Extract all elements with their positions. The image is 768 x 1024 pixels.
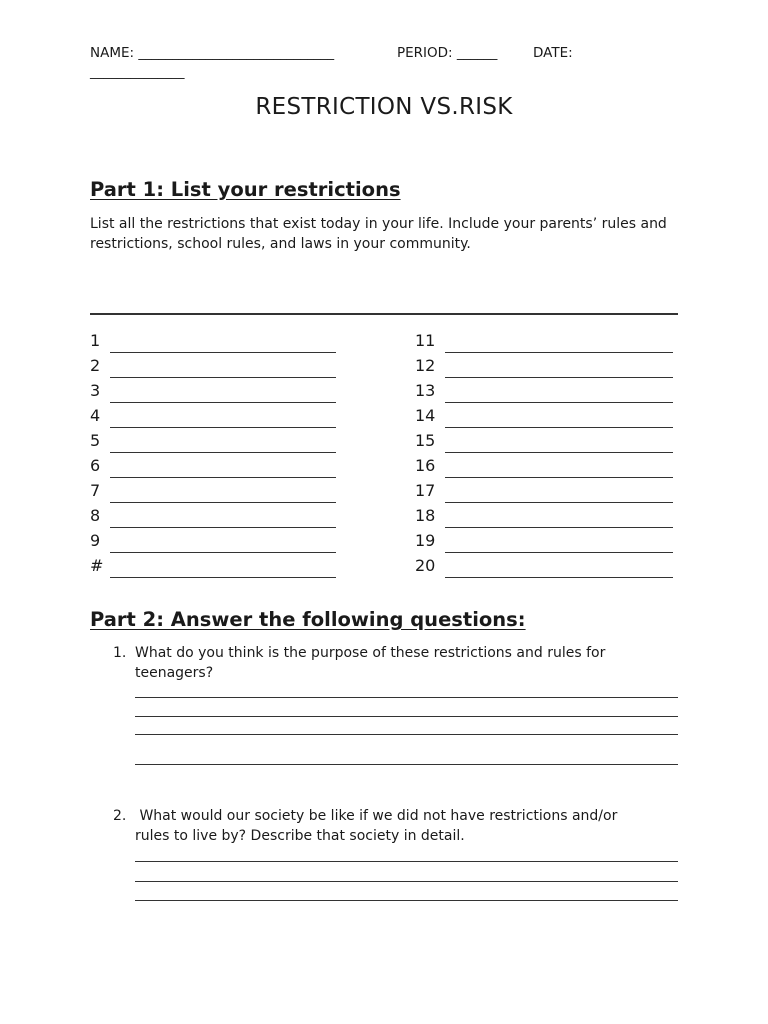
restriction-blank-line[interactable] <box>110 427 336 428</box>
restriction-row <box>90 357 340 382</box>
part2-heading: Part 2: Answer the following questions: <box>90 608 526 631</box>
part1-instructions: List all the restrictions that exist today in your life. Include your parents’ rules and restrictions, school rules, and laws in your community. <box>90 216 667 252</box>
question-text: What would our society be like if we did not have restrictions and/or <box>135 808 618 824</box>
restriction-number: 9 <box>90 531 101 550</box>
question-text-continued: rules to live by? Describe that society in detail. <box>135 828 465 844</box>
restriction-blank-line[interactable] <box>445 552 673 553</box>
restriction-blank-line[interactable] <box>445 452 673 453</box>
restrictions-list-right <box>415 332 675 582</box>
date-label: DATE: <box>533 45 573 61</box>
name-blank[interactable]: _____________________________ <box>138 45 335 61</box>
restriction-number: 1 <box>90 331 101 350</box>
restriction-number: 5 <box>90 431 101 450</box>
answer-line[interactable] <box>135 734 678 735</box>
question-2 <box>113 806 673 846</box>
restriction-number: 19 <box>415 531 436 550</box>
restriction-blank-line[interactable] <box>110 477 336 478</box>
restriction-row <box>90 382 340 407</box>
answer-line[interactable] <box>135 861 678 862</box>
answer-line[interactable] <box>135 900 678 901</box>
restriction-blank-line[interactable] <box>110 552 336 553</box>
question-text: What do you think is the purpose of these restrictions and rules for <box>135 645 606 661</box>
restriction-blank-line[interactable] <box>445 352 673 353</box>
restriction-number: 13 <box>415 381 436 400</box>
restrictions-list-left <box>90 332 340 582</box>
restriction-row <box>90 507 340 532</box>
restriction-row <box>415 482 675 507</box>
question-number: 2. <box>113 808 127 824</box>
restriction-row <box>415 382 675 407</box>
restriction-blank-line[interactable] <box>445 527 673 528</box>
restriction-row <box>415 532 675 557</box>
answer-line[interactable] <box>135 881 678 882</box>
restriction-number: 15 <box>415 431 436 450</box>
restriction-number: # <box>90 556 104 575</box>
restriction-row <box>90 482 340 507</box>
restriction-number: 14 <box>415 406 436 425</box>
name-field <box>90 45 334 61</box>
restriction-blank-line[interactable] <box>110 402 336 403</box>
restriction-row <box>415 407 675 432</box>
restriction-number: 8 <box>90 506 101 525</box>
restriction-row <box>415 357 675 382</box>
restriction-number: 12 <box>415 356 436 375</box>
restriction-row <box>90 407 340 432</box>
restriction-number: 16 <box>415 456 436 475</box>
answer-line[interactable] <box>135 697 678 698</box>
period-field <box>397 45 497 61</box>
restriction-number: 3 <box>90 381 101 400</box>
restriction-row <box>90 557 340 582</box>
date-field <box>533 45 573 61</box>
restriction-number: 7 <box>90 481 101 500</box>
part1-heading: Part 1: List your restrictions <box>90 178 401 201</box>
answer-line[interactable] <box>135 716 678 717</box>
restriction-row <box>90 532 340 557</box>
restriction-blank-line[interactable] <box>110 577 336 578</box>
restriction-number: 18 <box>415 506 436 525</box>
restriction-blank-line[interactable] <box>110 527 336 528</box>
answer-line[interactable] <box>135 764 678 765</box>
restriction-row <box>90 332 340 357</box>
restriction-number: 17 <box>415 481 436 500</box>
restriction-row <box>415 457 675 482</box>
section-divider <box>90 313 678 315</box>
restriction-row <box>415 332 675 357</box>
restriction-blank-line[interactable] <box>445 427 673 428</box>
restriction-blank-line[interactable] <box>445 402 673 403</box>
question-number: 1. <box>113 645 127 661</box>
question-1 <box>113 643 673 683</box>
restriction-row <box>415 432 675 457</box>
restriction-number: 11 <box>415 331 436 350</box>
name-label: NAME: <box>90 45 135 61</box>
restriction-blank-line[interactable] <box>445 377 673 378</box>
question-text-continued: teenagers? <box>135 665 214 681</box>
restriction-number: 2 <box>90 356 101 375</box>
restriction-blank-line[interactable] <box>445 577 673 578</box>
restriction-blank-line[interactable] <box>110 352 336 353</box>
restriction-number: 6 <box>90 456 101 475</box>
restriction-blank-line[interactable] <box>110 452 336 453</box>
restriction-number: 4 <box>90 406 101 425</box>
period-blank[interactable]: ______ <box>456 45 498 61</box>
restriction-blank-line[interactable] <box>110 377 336 378</box>
restriction-row <box>90 432 340 457</box>
restriction-blank-line[interactable] <box>110 502 336 503</box>
restriction-blank-line[interactable] <box>445 502 673 503</box>
restriction-row <box>90 457 340 482</box>
page-title: RESTRICTION VS.RISK <box>255 94 513 120</box>
restriction-number: 20 <box>415 556 436 575</box>
restriction-blank-line[interactable] <box>445 477 673 478</box>
restriction-row <box>415 507 675 532</box>
period-label: PERIOD: <box>397 45 453 61</box>
date-blank[interactable]: ______________ <box>90 64 185 80</box>
restriction-row <box>415 557 675 582</box>
